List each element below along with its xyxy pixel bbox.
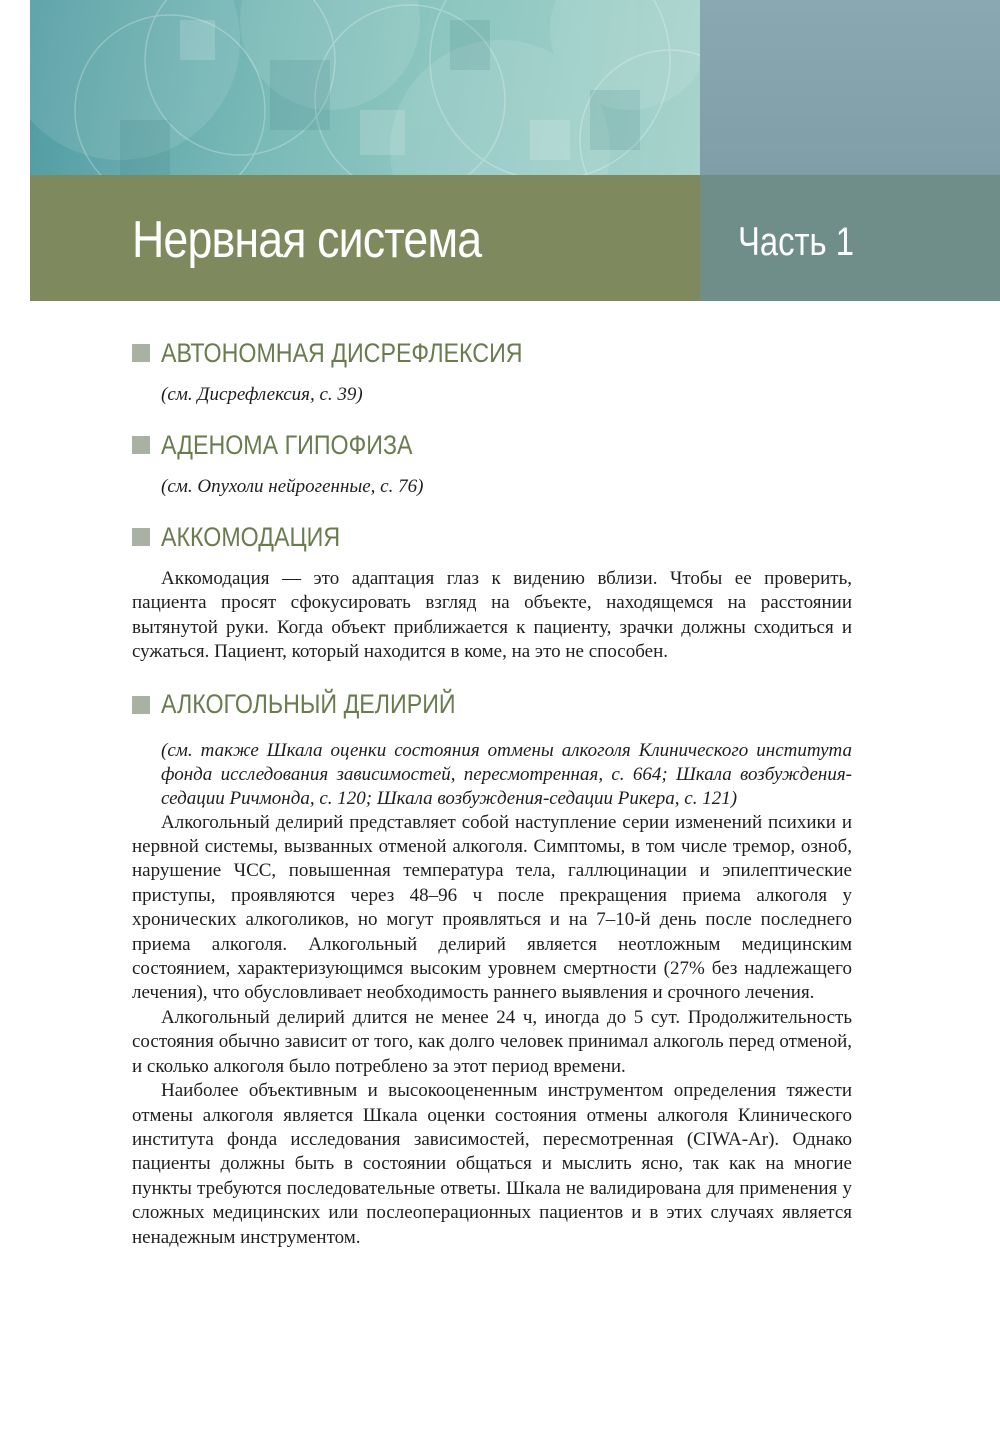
entry-heading [132, 333, 852, 373]
paragraph: Наиболее объективным и высокооцененным инструментом определения тяжести отмены алкоголя является Шкала оценки состояния отмены алкоголя Клинического института фонда исследования зависимостей, пересмотренная (CIWA-Ar). Однако пациенты должны быть в состоянии общаться и мыслить ясно, так как на многие пункты требуются последовательные ответы. Шкала не валидирована для применения у сложных медицинских или послеоперационных пациентов и в этих случаях является ненадежным инструментом. [132, 1080, 852, 1248]
entry-heading [132, 685, 852, 725]
entry-heading-text: АВТОНОМНАЯ ДИСРЕФЛЕКСИЯ [161, 337, 523, 368]
paragraph: Аккомодация — это адаптация глаз к видению вблизи. Чтобы ее проверить, пациента просят сфокусировать взгляд на объекте, находящемся на расстоянии вытянутой руки. Когда объект приближается к пациенту, зрачки должны сходиться и сужаться. Пациент, который находится в коме, на это не способен. [132, 568, 852, 663]
header-decorative-banner [30, 0, 700, 175]
entry-accommodation [132, 517, 852, 665]
cross-reference: (см. также Шкала оценки состояния отмены алкоголя Клинического института фонда исследования зависимостей, пересмотренная, с. 664; Шкала возбуждения-седации Ричмонда, с. 120; Шкала возбуждения-седации Рикера, с. 121) [161, 739, 852, 809]
entry-heading-text: АЛКОГОЛЬНЫЙ ДЕЛИРИЙ [161, 689, 456, 720]
paragraph: Алкогольный делирий представляет собой наступление серии изменений психики и нервной системы, вызванных отменой алкоголя. Симптомы, в том числе тремор, озноб, нарушение ЧСС, повышенная температура тела, галлюцинации и эпилептические приступы, проявляются через 48–96 ч после прекращения приема алкоголя у хронических алкоголиков, но могут проявляться и на 7–10-й день после последнего приема алкоголя. Алкогольный делирий является неотложным медицинским состоянием, характеризующимся высоким уровнем смертности (27% без надлежащего лечения), что обусловливает необходимость раннего выявления и срочного лечения. [132, 811, 852, 1004]
square-bullet-icon [132, 344, 150, 362]
entry-heading-text: АДЕНОМА ГИПОФИЗА [161, 429, 413, 460]
header-decorative-banner-right [700, 0, 1000, 175]
decorative-pattern [30, 0, 700, 175]
cross-reference: (см. Опухоли нейрогенные, с. 76) [161, 476, 424, 497]
part-label: Часть 1 [738, 220, 854, 264]
entry-heading-text: АККОМОДАЦИЯ [161, 521, 341, 552]
square-bullet-icon [132, 696, 150, 714]
square-bullet-icon [132, 528, 150, 546]
page-content [132, 333, 852, 1250]
entry-alcohol-delirium [132, 685, 852, 1250]
paragraph: Алкогольный делирий длится не менее 24 ч, иногда до 5 сут. Продолжительность состояния обычно зависит от того, как долго человек принимал алкоголь перед отменой, и сколько алкоголя было потреблено за этот период времени. [132, 1006, 852, 1077]
cross-reference: (см. Дисрефлексия, с. 39) [161, 384, 363, 405]
entry-pituitary-adenoma [132, 425, 852, 499]
entry-autonomic-dysreflexia [132, 333, 852, 407]
square-bullet-icon [132, 436, 150, 454]
entry-heading [132, 517, 852, 557]
entry-heading [132, 425, 852, 465]
chapter-title: Нервная система [132, 211, 482, 269]
